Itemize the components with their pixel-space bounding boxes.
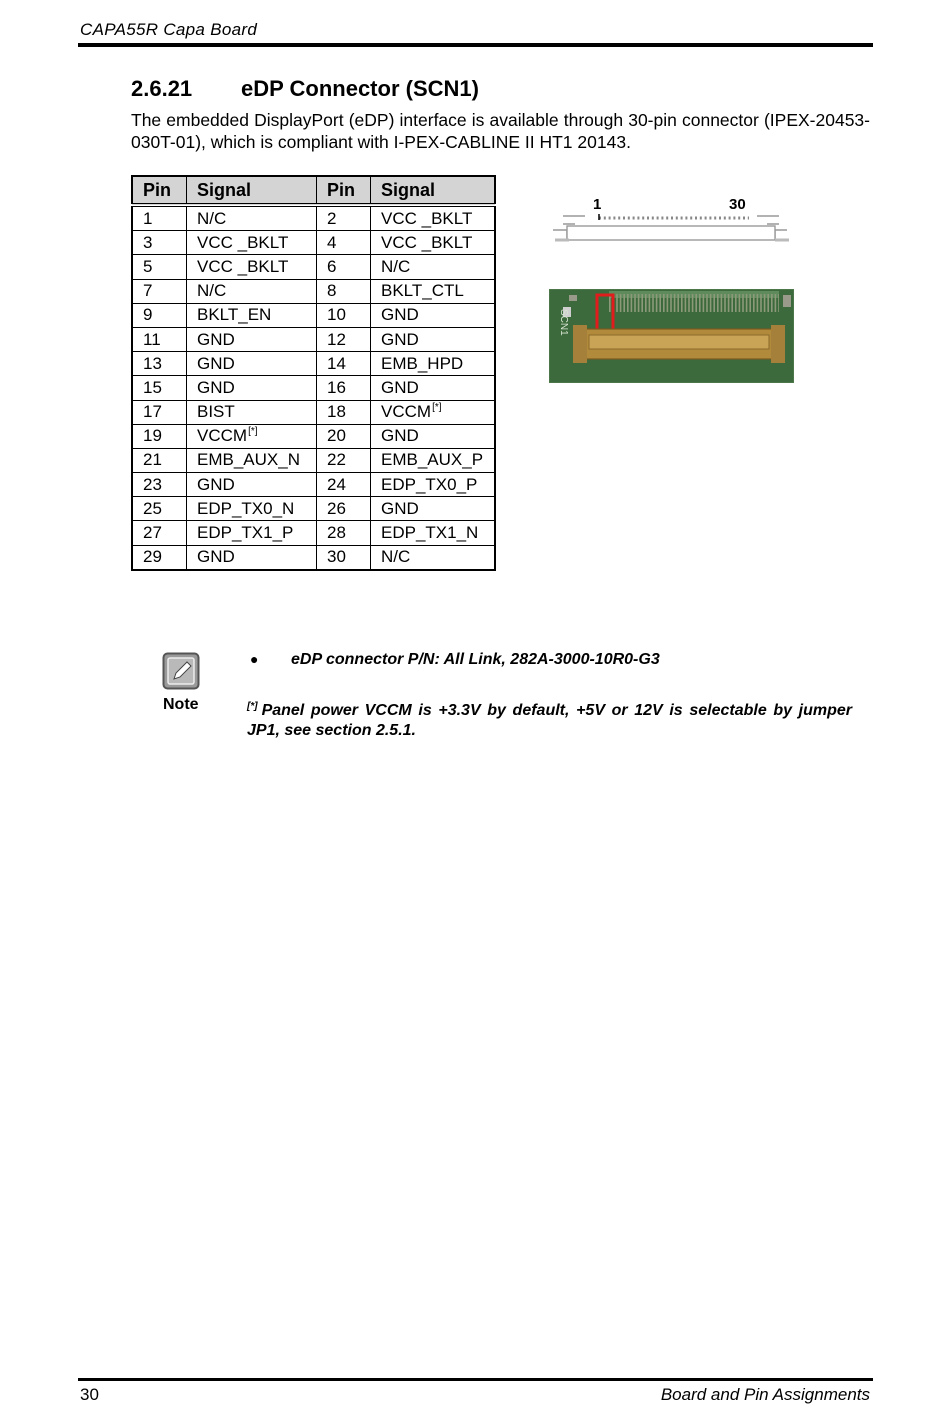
signal-cell: N/C [187,279,317,303]
board-silkscreen-label: SCN1 [558,309,569,336]
section-heading [131,76,479,102]
pin-cell: 4 [317,231,371,255]
intro-paragraph: The embedded DisplayPort (eDP) interface is available through 30-pin connector (IPEX-20453-030T-01), which is compliant with I-PEX-CABLINE II HT1 20143. [131,110,870,152]
pin-30-label: 30 [729,196,746,213]
table-row [132,352,495,376]
table-row [132,521,495,545]
table-row [132,255,495,279]
header-signal-left: Signal [187,176,317,205]
signal-cell: GND [187,327,317,351]
footer-section-title: Board and Pin Assignments [660,1385,870,1404]
table-row [132,497,495,521]
pin-cell: 1 [132,205,187,231]
footnote-marker: [*] [432,402,442,414]
signal-cell [187,424,317,448]
note-footnote [247,697,852,741]
header-signal-right: Signal [371,176,496,205]
pin-cell: 14 [317,352,371,376]
pin-cell: 17 [132,400,187,424]
page-number: 30 [80,1385,99,1404]
signal-cell: BKLT_EN [187,303,317,327]
signal-text: VCCM [197,426,248,446]
pin-cell: 29 [132,545,187,570]
pcb-component [783,295,791,307]
pin-cell: 24 [317,473,371,497]
signal-text: VCCM [381,402,432,422]
pin-cell: 22 [317,448,371,472]
connector-outline-diagram [549,190,794,250]
footer-rule [78,1378,873,1381]
table-row [132,424,495,448]
table-row [132,231,495,255]
pcb-component [569,295,577,301]
signal-cell: N/C [371,255,496,279]
pin-cell: 7 [132,279,187,303]
pin-cell: 18 [317,400,371,424]
table-row [132,205,495,231]
pin-cell: 15 [132,376,187,400]
signal-cell: EDP_TX0_P [371,473,496,497]
signal-cell: GND [187,376,317,400]
section-number: 2.6.21 [131,76,193,101]
signal-cell: GND [371,424,496,448]
table-header-row [132,176,495,205]
signal-cell: EDP_TX1_P [187,521,317,545]
footnote-marker: [*] [248,426,258,438]
signal-cell: GND [371,303,496,327]
pin-cell: 25 [132,497,187,521]
pin-cell: 12 [317,327,371,351]
signal-cell: GND [187,352,317,376]
signal-cell: EMB_HPD [371,352,496,376]
pin-cell: 21 [132,448,187,472]
table-row [132,303,495,327]
signal-cell: EDP_TX1_N [371,521,496,545]
connector-board-photo [549,289,794,383]
table-row [132,376,495,400]
header-pin-left: Pin [132,176,187,205]
pin-cell: 30 [317,545,371,570]
bullet-icon: ● [250,651,259,667]
signal-cell: VCC _BKLT [187,231,317,255]
signal-cell: GND [371,497,496,521]
note-part-number: eDP connector P/N: All Link, 282A-3000-10R0-G3 [291,651,660,668]
signal-cell: VCC _BKLT [371,231,496,255]
table-row [132,279,495,303]
signal-cell: EMB_AUX_P [371,448,496,472]
pin-cell: 11 [132,327,187,351]
signal-cell: N/C [187,205,317,231]
section-title: eDP Connector (SCN1) [241,76,479,101]
signal-cell: GND [371,327,496,351]
connector-end-right [771,325,785,363]
note-footnote-text: Panel power VCCM is +3.3V by default, +5V or 12V is selectable by jumper JP1, see section 2.5.1. [247,702,852,739]
connector-latch [589,335,769,349]
pin-cell: 19 [132,424,187,448]
pin-cell: 2 [317,205,371,231]
signal-cell [371,400,496,424]
note-pencil-icon [162,652,200,690]
table-row [132,545,495,570]
pin-assignment-table [131,175,496,571]
table-row [132,400,495,424]
signal-cell: GND [187,473,317,497]
signal-cell: N/C [371,545,496,570]
note-label: Note [163,696,199,713]
signal-cell: VCC _BKLT [187,255,317,279]
pin-cell: 26 [317,497,371,521]
pin-cell: 16 [317,376,371,400]
pin-cell: 28 [317,521,371,545]
pin-cell: 6 [317,255,371,279]
pin-cell: 23 [132,473,187,497]
pin-cell: 8 [317,279,371,303]
pin-cell: 3 [132,231,187,255]
footnote-marker: [*] [247,701,258,712]
table-row [132,473,495,497]
signal-cell: BIST [187,400,317,424]
pin-cell: 27 [132,521,187,545]
signal-cell: GND [187,545,317,570]
pin-cell: 9 [132,303,187,327]
signal-cell: EDP_TX0_N [187,497,317,521]
signal-cell: EMB_AUX_N [187,448,317,472]
signal-cell: BKLT_CTL [371,279,496,303]
document-header-title: CAPA55R Capa Board [80,20,258,39]
header-pin-right: Pin [317,176,371,205]
table-row [132,448,495,472]
pin-cell: 10 [317,303,371,327]
pin-1-label: 1 [593,196,602,213]
pin-cell: 13 [132,352,187,376]
header-rule [78,43,873,47]
signal-cell: VCC _BKLT [371,205,496,231]
pin-cell: 5 [132,255,187,279]
signal-cell: GND [371,376,496,400]
table-row [132,327,495,351]
connector-body-outline [567,226,775,240]
connector-end-left [573,325,587,363]
pin-cell: 20 [317,424,371,448]
